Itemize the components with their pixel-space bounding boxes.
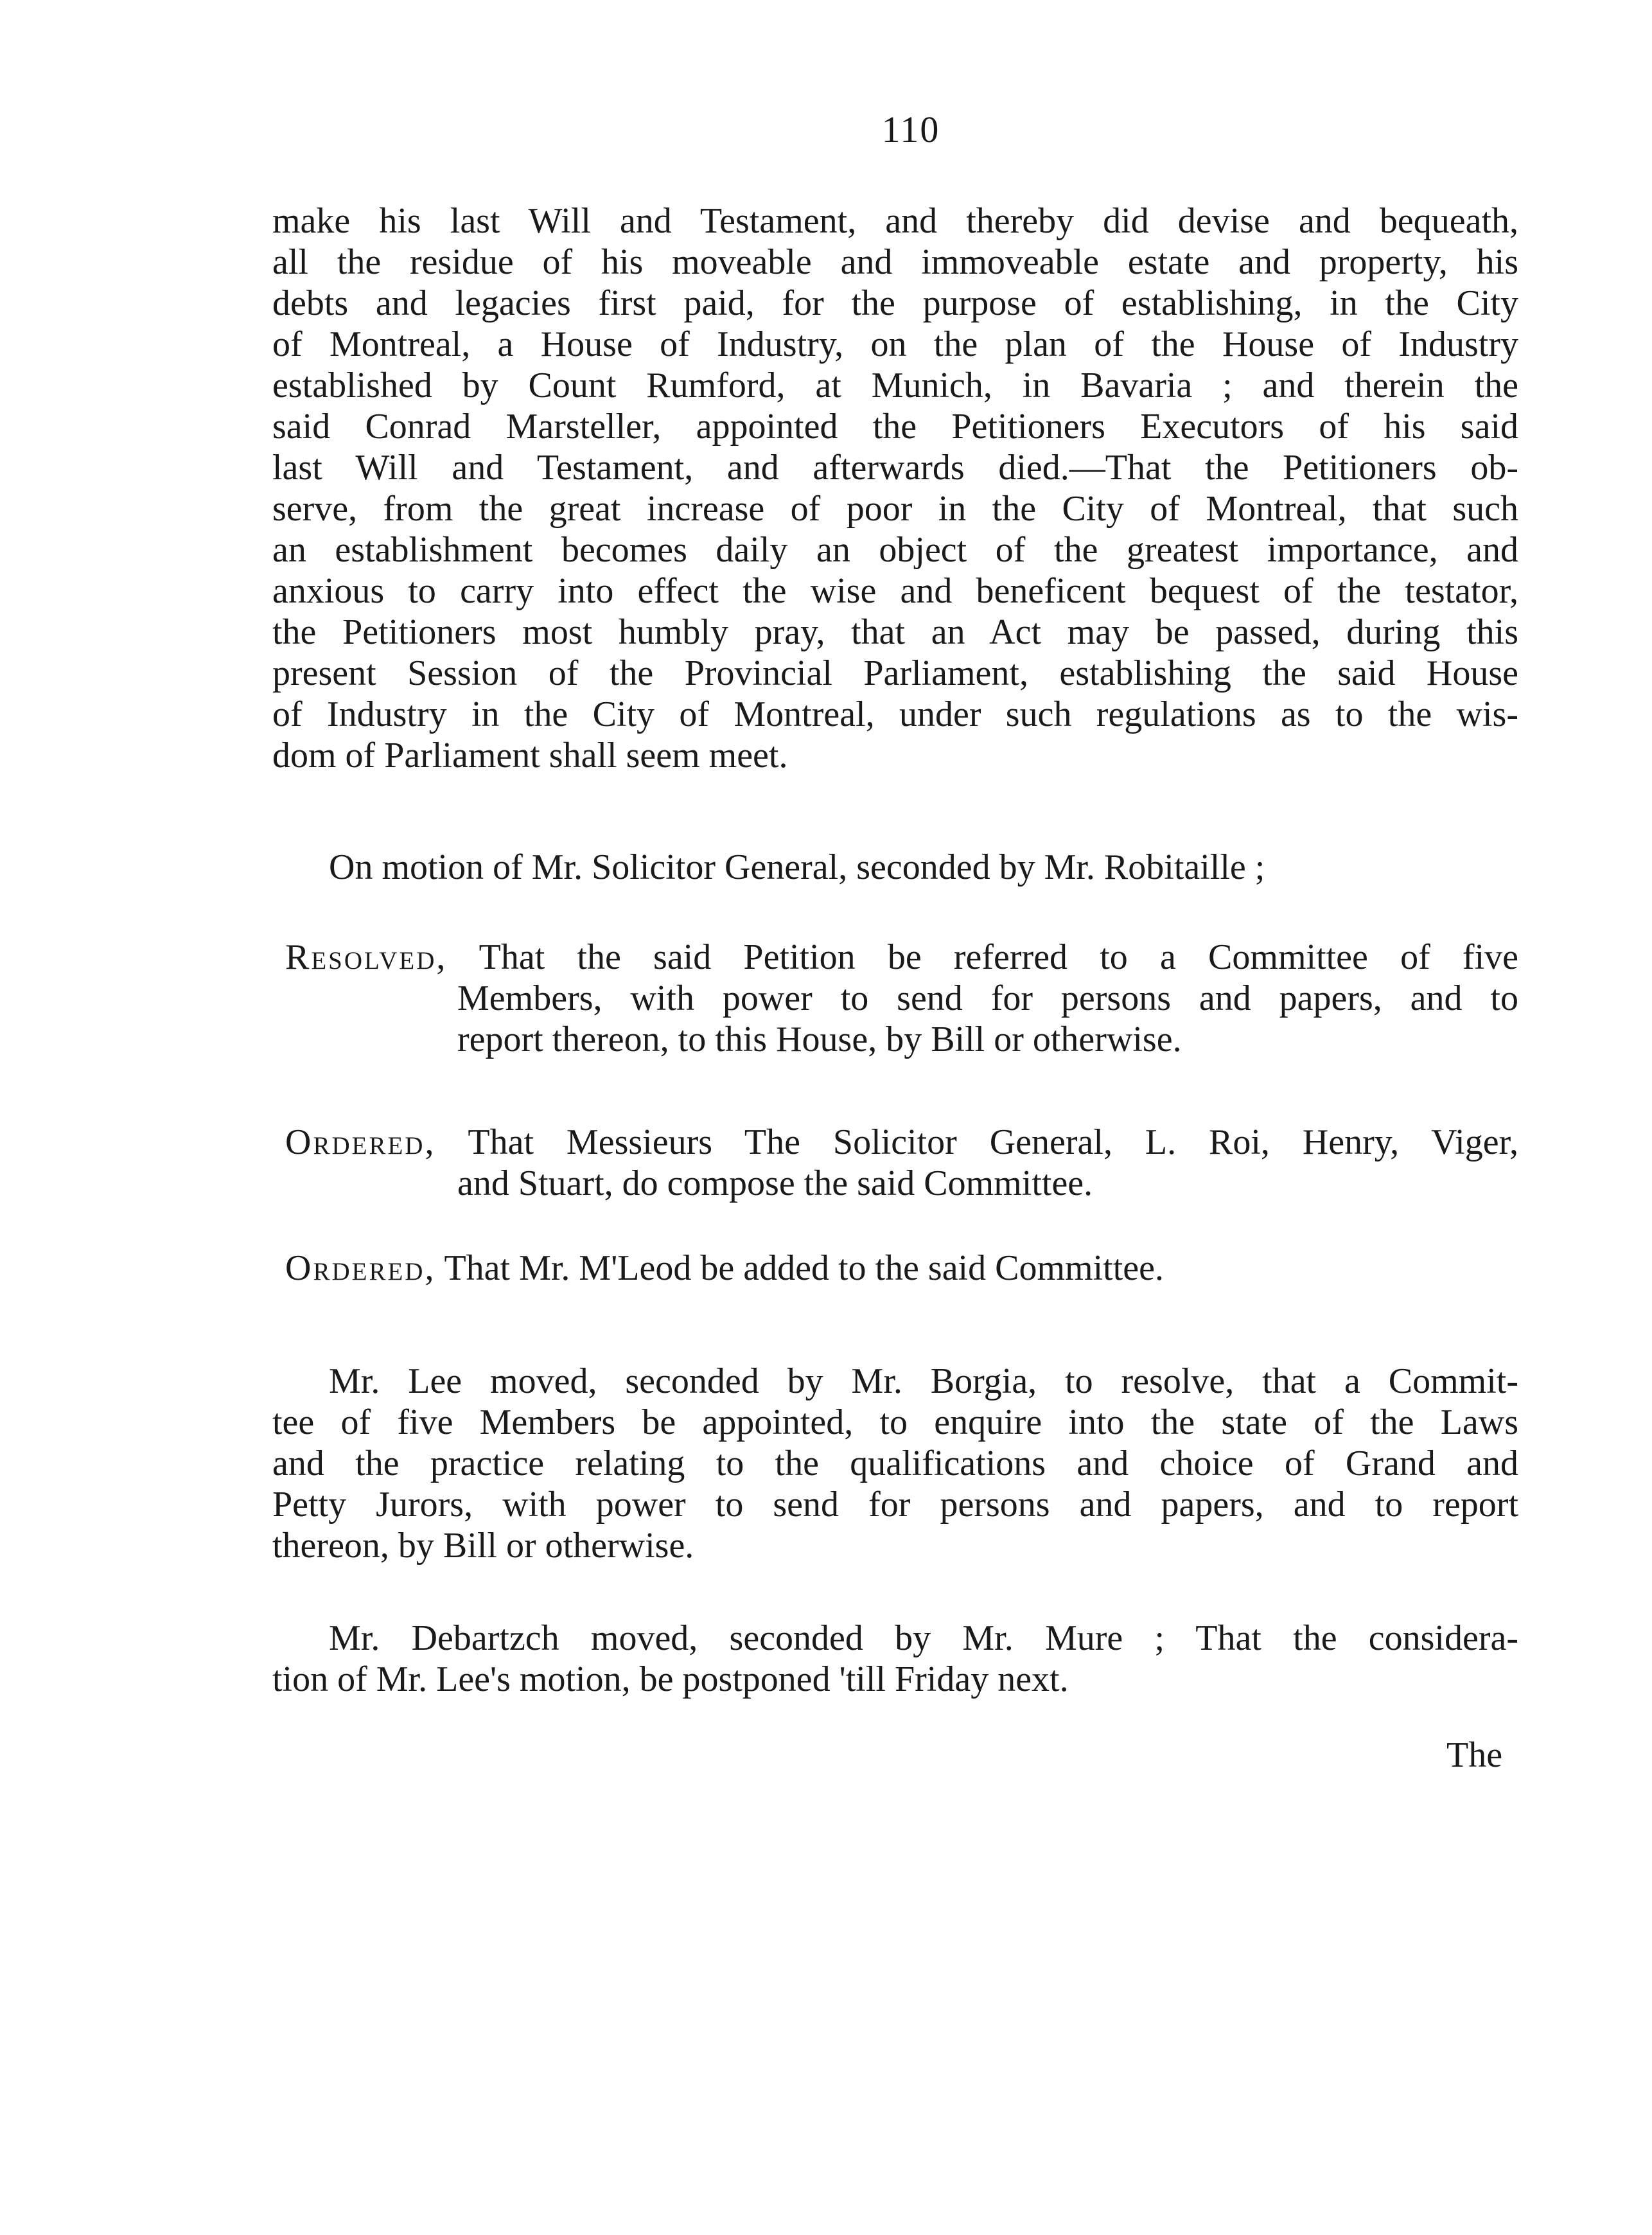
resolution-line: report thereon, to this House, by Bill or otherwise.: [457, 1020, 1182, 1059]
petition-line: all the residue of his moveable and immoveable estate and property, his: [272, 242, 1518, 282]
petition-line: dom of Parliament shall seem meet.: [272, 736, 788, 775]
catchword: The: [1446, 1735, 1503, 1775]
resolved-label: Resolved,: [285, 937, 448, 977]
petition-line: said Conrad Marsteller, appointed the Petitioners Executors of his said: [272, 407, 1518, 446]
resolution-first-line: [285, 937, 1518, 978]
petition-line: an establishment becomes daily an object of the greatest importance, and: [272, 530, 1518, 570]
lee-motion-line: Mr. Lee moved, seconded by Mr. Borgia, to resolve, that a Commit-: [329, 1361, 1518, 1401]
petition-line: the Petitioners most humbly pray, that an Act may be passed, during this: [272, 612, 1518, 652]
lee-motion-line: tee of five Members be appointed, to enquire into the state of the Laws: [272, 1402, 1518, 1442]
debartzch-motion-line: Mr. Debartzch moved, seconded by Mr. Mure ; That the considera-: [329, 1618, 1518, 1658]
resolution-line: That the said Petition be referred to a Committee of five: [479, 937, 1518, 977]
resolution-line: Members, with power to send for persons and papers, and to: [457, 978, 1518, 1018]
ordered-label: Ordered,: [285, 1122, 436, 1162]
petition-line: serve, from the great increase of poor in the City of Montreal, that such: [272, 489, 1518, 529]
page-number: 110: [881, 109, 940, 150]
petition-line: make his last Will and Testament, and thereby did devise and bequeath,: [272, 201, 1518, 241]
lee-motion-line: Petty Jurors, with power to send for persons and papers, and to report: [272, 1485, 1518, 1524]
petition-line: present Session of the Provincial Parliament, establishing the said House: [272, 653, 1518, 693]
petition-line: anxious to carry into effect the wise and beneficent bequest of the testator,: [272, 571, 1518, 611]
petition-line: established by Count Rumford, at Munich, in Bavaria ; and therein the: [272, 366, 1518, 405]
ordered-label: Ordered,: [285, 1248, 436, 1288]
debartzch-motion-line: tion of Mr. Lee's motion, be postponed 'till Friday next.: [272, 1659, 1069, 1699]
ordered-line: and Stuart, do compose the said Committee.: [457, 1163, 1093, 1203]
motion-solicitor-general: On motion of Mr. Solicitor General, seconded by Mr. Robitaille ;: [329, 847, 1265, 887]
petition-line: of Montreal, a House of Industry, on the plan of the House of Industry: [272, 324, 1518, 364]
ordered-line: That Messieurs The Solicitor General, L. Roi, Henry, Viger,: [468, 1122, 1518, 1162]
ordered-mleod: [285, 1248, 1518, 1289]
lee-motion-line: thereon, by Bill or otherwise.: [272, 1526, 694, 1566]
petition-line: of Industry in the City of Montreal, under such regulations as to the wis-: [272, 694, 1518, 734]
ordered-first-line: [285, 1122, 1518, 1163]
ordered-mleod-text: That Mr. M'Leod be added to the said Committee.: [444, 1248, 1164, 1288]
lee-motion-line: and the practice relating to the qualifications and choice of Grand and: [272, 1444, 1518, 1483]
petition-line: last Will and Testament, and afterwards died.—That the Petitioners ob-: [272, 448, 1518, 488]
petition-line: debts and legacies first paid, for the purpose of establishing, in the City: [272, 283, 1518, 323]
